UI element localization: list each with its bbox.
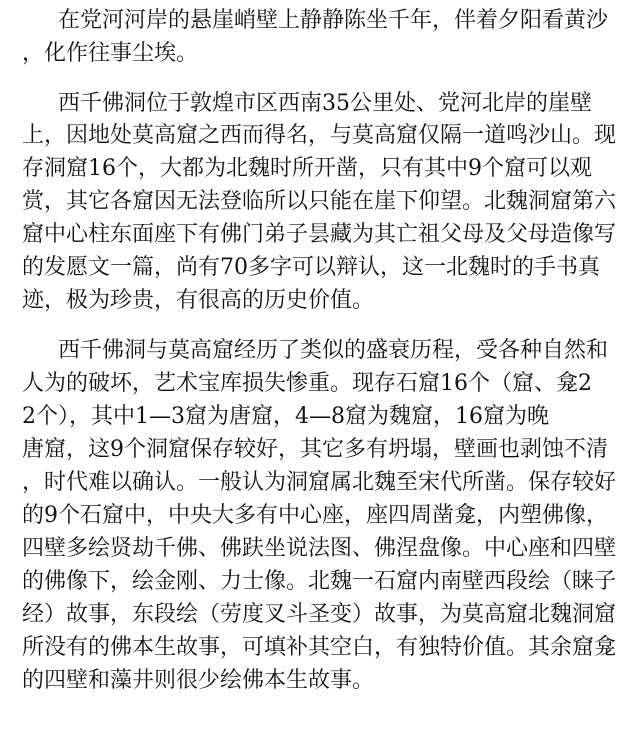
paragraph-line: ，时代难以确认。一般认为洞窟属北魏至宋代所凿。保存较好 [22, 470, 617, 495]
paragraph-line: 的9个石窟中，中央大多有中心座，座四周凿龛，内塑佛像， [22, 503, 608, 528]
paragraph-line: 所没有的佛本生故事，可填补其空白，有独特价值。其余窟龛 [22, 635, 617, 660]
paragraph-line: 经）故事，东段绘（劳度叉斗圣变）故事，为莫高窟北魏洞窟 [22, 602, 617, 627]
paragraph-line: 存洞窟16个，大都为北魏时所开凿，只有其中9个窟可以观 [22, 156, 592, 181]
paragraph-line: ，化作往事尘埃。 [22, 41, 199, 66]
paragraph-line: 2个），其中1—3窟为唐窟，4—8窟为魏窟，16窟为晚 [22, 404, 549, 429]
paragraph-line: 西千佛洞与莫高窟经历了类似的盛衰历程，受各种自然和 [58, 338, 609, 363]
paragraph-line: 的发愿文一篇，尚有70多字可以辩认，这一北魏时的手书真 [22, 255, 600, 280]
paragraph-line: 上，因地处莫高窟之西而得名，与莫高窟仅隔一道鸣沙山。现 [22, 123, 617, 148]
paragraph-line: 窟中心柱东面座下有佛门弟子昙藏为其亡祖父母及父母造像写 [22, 222, 617, 247]
paragraph-line: 在党河河岸的悬崖峭壁上静静陈坐千年，伴着夕阳看黄沙 [58, 8, 609, 33]
paragraph-line: 的四壁和藻井则很少绘佛本生故事。 [22, 668, 375, 693]
paragraph-line: 赏，其它各窟因无法登临所以只能在崖下仰望。北魏洞窟第六 [22, 189, 617, 214]
paragraph-line: 迹，极为珍贵，有很高的历史价值。 [22, 288, 375, 313]
paragraph-line: 的佛像下，绘金刚、力士像。北魏一石窟内南壁西段绘（睐子 [22, 569, 617, 594]
paragraph-line: 唐窟，这9个洞窟保存较好，其它多有坍塌，壁画也剥蚀不清 [22, 437, 608, 462]
paragraph-line: 人为的破坏，艺术宝库损失惨重。现存石窟16个（窟、龛2 [22, 371, 592, 396]
paragraph-line: 四壁多绘贤劫千佛、佛趺坐说法图、佛涅盘像。中心座和四壁 [22, 536, 617, 561]
paragraph-line: 西千佛洞位于敦煌市区西南35公里处、党河北岸的崖壁 [58, 91, 592, 116]
